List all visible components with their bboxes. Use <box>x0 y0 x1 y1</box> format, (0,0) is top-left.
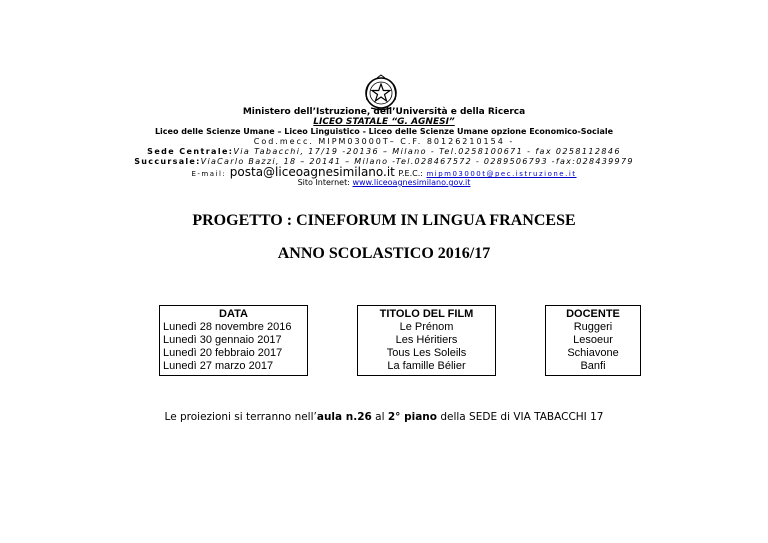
email-label: E-mail: <box>191 170 227 178</box>
email-address: posta@liceoagnesimilano.it <box>229 165 395 179</box>
films-column <box>358 306 496 376</box>
column-gap <box>308 306 358 376</box>
screening-schedule-table <box>159 305 641 376</box>
teachers-header: DOCENTE <box>566 308 620 320</box>
note-floor: 2° piano <box>387 411 437 423</box>
dates-header: DATA <box>219 308 248 320</box>
branch-label: Succursale: <box>134 157 201 166</box>
note-text: Le proiezioni si terranno nell’ <box>164 411 317 423</box>
main-site-line <box>0 147 768 156</box>
website-link[interactable]: www.liceoagnesimilano.gov.it <box>352 178 471 187</box>
film-cell: Les Héritiers <box>395 334 458 346</box>
date-cell: Lunedì 28 novembre 2016 <box>163 321 292 333</box>
italian-republic-emblem <box>361 72 401 112</box>
teacher-cell: Lesoeur <box>573 334 613 346</box>
note-room: aula n.26 <box>316 411 372 423</box>
teachers-column <box>546 306 641 376</box>
website-line <box>0 178 768 187</box>
date-cell: Lunedì 20 febbraio 2017 <box>163 347 283 359</box>
school-year: ANNO SCOLASTICO 2016/17 <box>277 245 491 262</box>
ministry-line: Ministero dell’Istruzione, dell’Università e della Ricerca <box>242 107 526 117</box>
dates-column <box>160 306 308 376</box>
film-cell: Tous Les Soleils <box>386 347 467 359</box>
film-cell: La famille Bélier <box>387 360 466 372</box>
date-cell: Lunedì 30 gennaio 2017 <box>163 334 282 346</box>
date-cell: Lunedì 27 marzo 2017 <box>163 360 274 372</box>
main-site-label: Sede Centrale: <box>147 147 234 156</box>
website-label: Sito Internet: <box>297 178 350 187</box>
teacher-cell: Banfi <box>580 360 606 372</box>
project-title: PROGETTO : CINEFORUM IN LINGUA FRANCESE <box>192 212 576 229</box>
films-header: TITOLO DEL FILM <box>379 308 474 320</box>
main-site-text: Via Tabacchi, 17/19 -20136 – Milano - Tel.0258100671 - fax 0258112846 <box>233 147 621 156</box>
codes-line: Cod.mecc. MIPM03000T– C.F. 80126210154 - <box>253 137 515 146</box>
note-text: al <box>371 411 388 423</box>
teacher-cell: Schiavone <box>567 347 619 359</box>
pec-label: P.E.C.: <box>398 169 423 178</box>
film-cell: Le Prénom <box>399 321 454 333</box>
courses-line: Liceo delle Scienze Umane – Liceo Linguistico - Liceo delle Scienze Umane opzione Economico-Sociale <box>154 127 614 136</box>
screening-location-note <box>0 411 768 423</box>
school-name: LICEO STATALE “G. AGNESI” <box>313 117 455 127</box>
branch-text: ViaCarlo Bazzi, 18 – 20141 – Milano -Tel.028467572 - 0289506793 -fax:028439979 <box>200 157 634 166</box>
contact-line <box>0 165 768 179</box>
pec-link[interactable]: mipm03000t@pec.istruzione.it <box>426 170 577 178</box>
teacher-cell: Ruggeri <box>573 321 613 333</box>
column-gap <box>496 306 546 376</box>
note-text: della SEDE di VIA TABACCHI 17 <box>436 411 604 423</box>
